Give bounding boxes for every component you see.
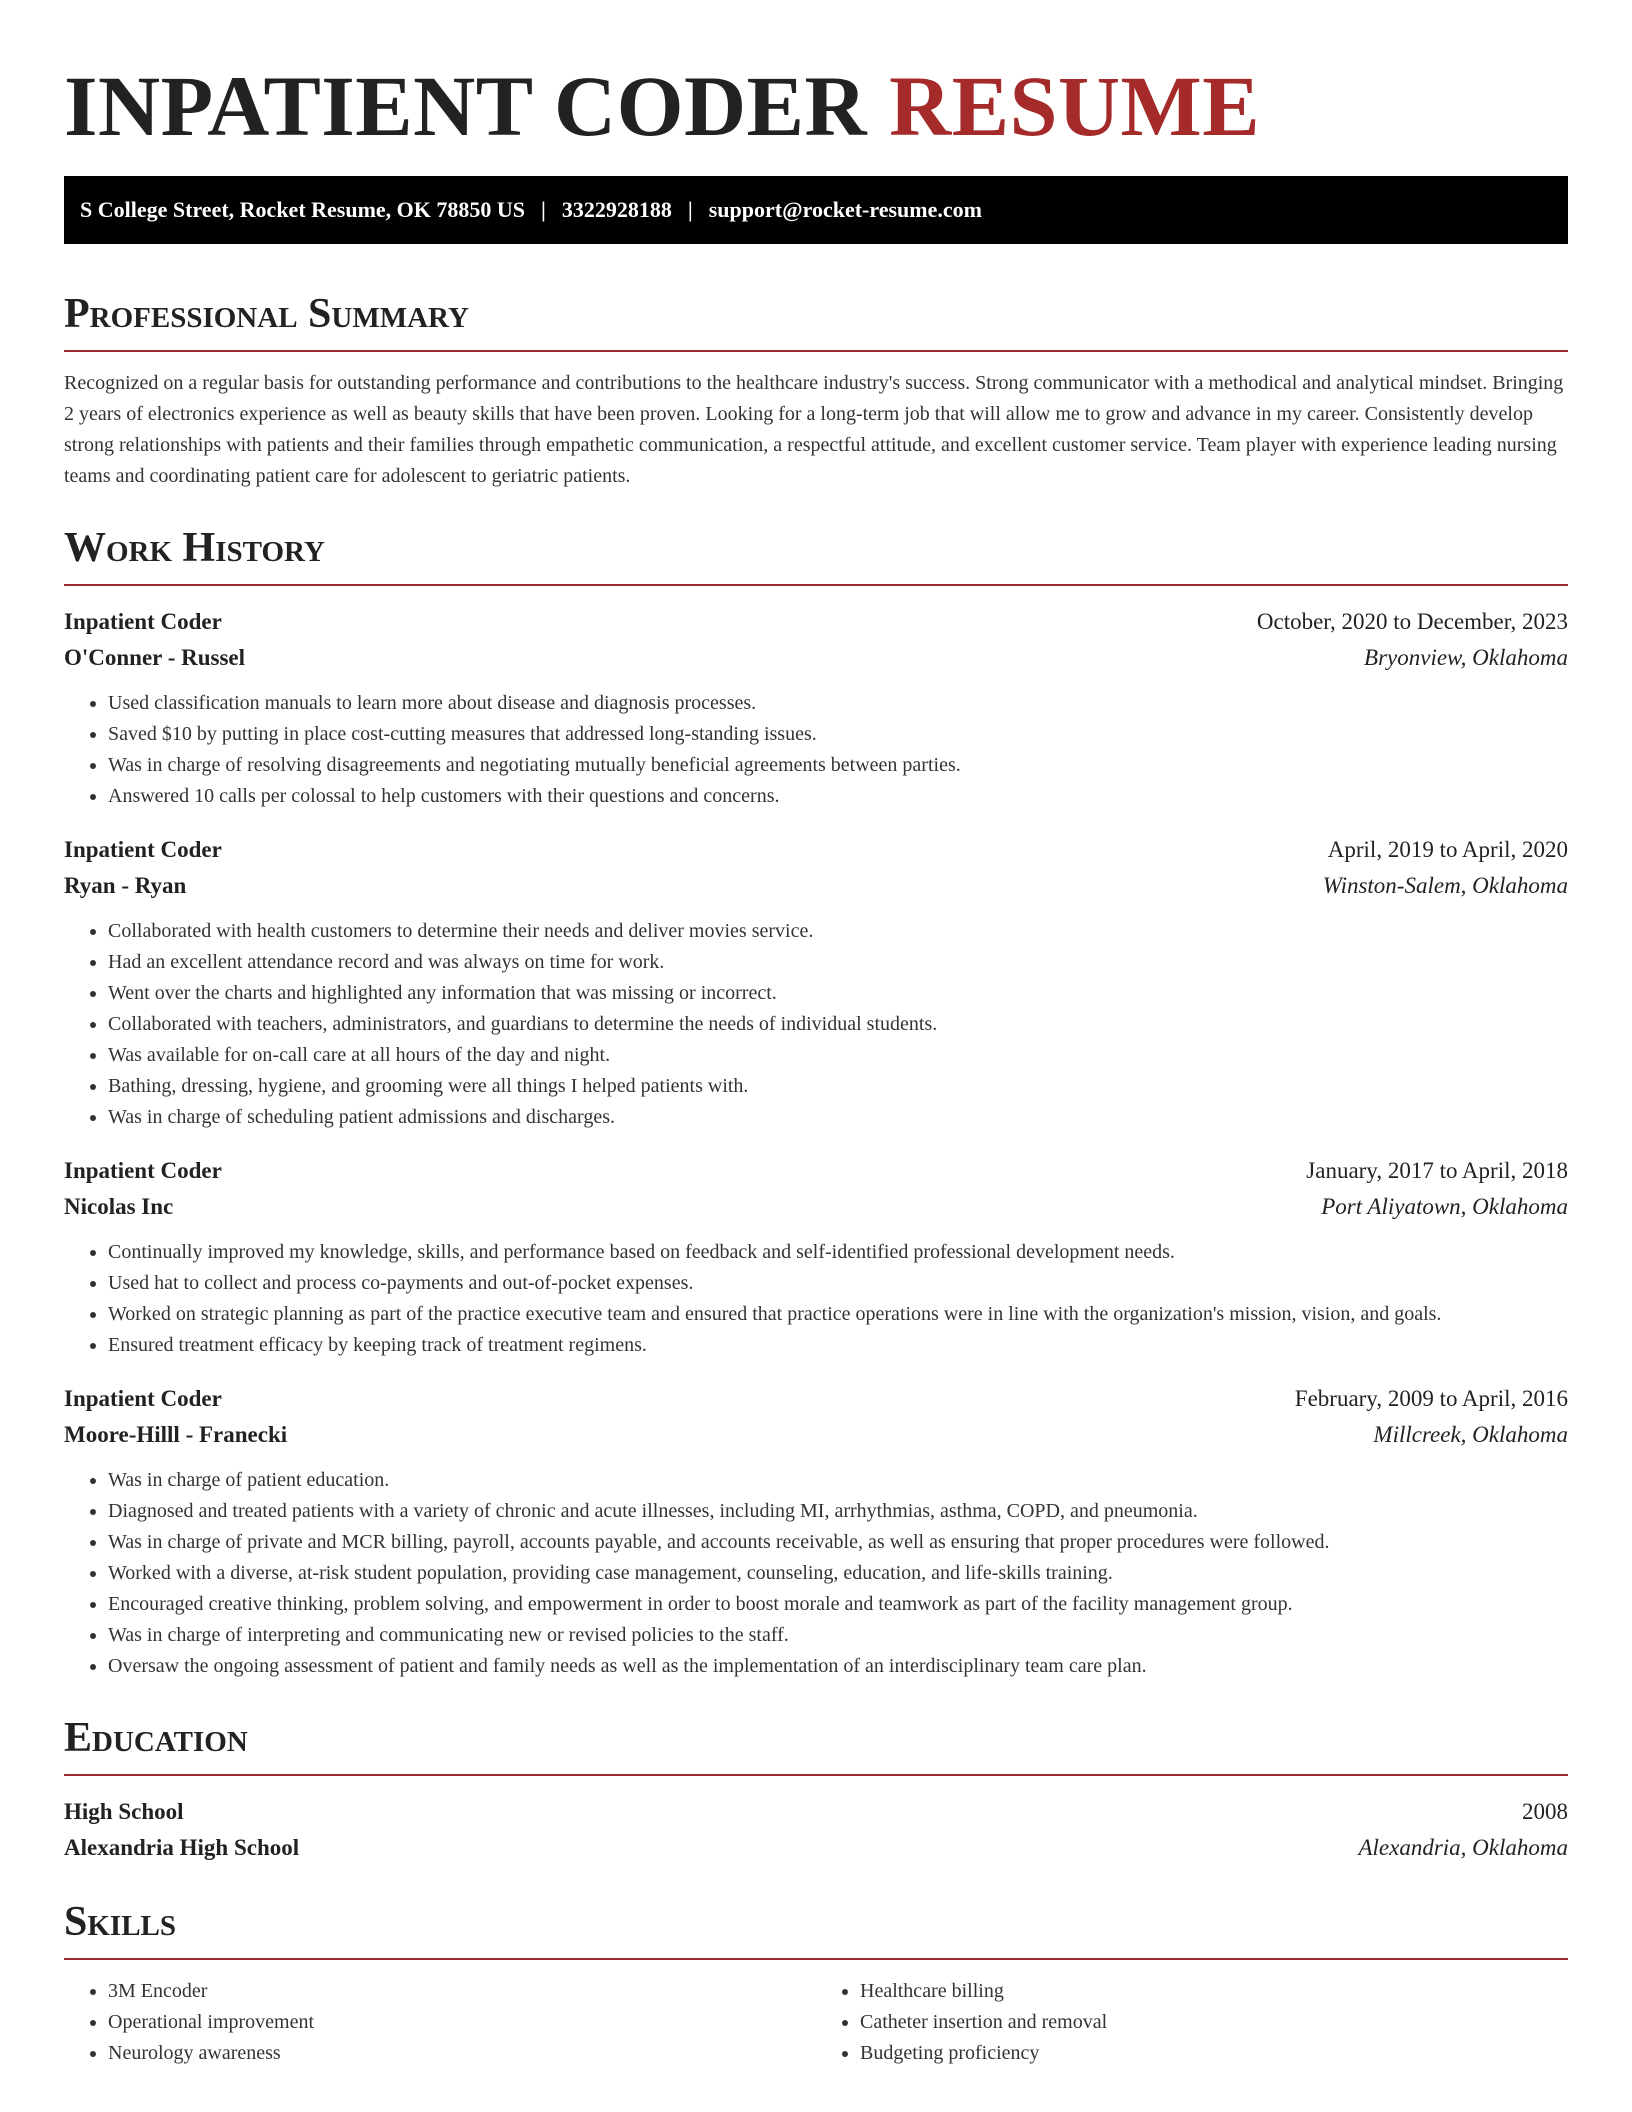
job-bullet: • Was in charge of private and MCR billing, payroll, accounts payable, and accounts receivable, as well as ensuring that proper procedures were followed.	[108, 1527, 1568, 1558]
job-bullet: • Used classification manuals to learn more about disease and diagnosis processes.	[108, 688, 1568, 719]
job-bullet: • Bathing, dressing, hygiene, and grooming were all things I helped patients with.	[108, 1071, 1568, 1102]
job-bullet: • Was in charge of scheduling patient admissions and discharges.	[108, 1102, 1568, 1133]
job-entry	[64, 832, 1568, 1133]
section-divider	[64, 350, 1568, 352]
job-bullets	[64, 688, 1568, 812]
section-divider	[64, 584, 1568, 586]
job-bullet: • Worked with a diverse, at-risk student population, providing case management, counseling, education, and life-skills training.	[108, 1558, 1568, 1589]
job-title: Inpatient Coder	[64, 609, 222, 634]
job-entry	[64, 1381, 1568, 1682]
skill-item: • Budgeting proficiency	[860, 2038, 1568, 2069]
skills-column-left	[64, 1976, 816, 2069]
job-bullet: • Collaborated with health customers to determine their needs and deliver movies service.	[108, 916, 1568, 947]
job-dates: October, 2020 to December, 2023	[1256, 609, 1568, 634]
section-heading-summary: Professional Summary	[64, 291, 469, 337]
summary-text: Recognized on a regular basis for outstanding performance and contributions to the healthcare industry's success. Strong communicator with a methodical and analytical mindset. Bringing 2 years of electronics experience as well as beauty skills that have been proven. Looking for a long-term job that will allow me to grow and advance in my career. Consistently develop strong relationships with patients and their families through empathetic communication, a respectful attitude, and excellent customer service. Team player with experience leading nursing teams and coordinating patient care for adolescent to geriatric patients.	[64, 372, 1564, 487]
job-bullet: • Saved $10 by putting in place cost-cutting measures that addressed long-standing issues.	[108, 719, 1568, 750]
skill-item: • Operational improvement	[108, 2007, 816, 2038]
job-entry	[64, 604, 1568, 812]
job-bullet: • Was in charge of interpreting and communicating new or revised policies to the staff.	[108, 1620, 1568, 1651]
job-company: Ryan - Ryan	[64, 873, 187, 898]
job-bullets	[64, 916, 1568, 1133]
job-bullet: • Encouraged creative thinking, problem solving, and empowerment in order to boost morale and teamwork as part of the facility management group.	[108, 1589, 1568, 1620]
contact-address: S College Street, Rocket Resume, OK 78850 US	[80, 197, 526, 222]
job-bullet: • Was in charge of resolving disagreements and negotiating mutually beneficial agreements between parties.	[108, 750, 1568, 781]
job-location: Winston-Salem, Oklahoma	[1322, 873, 1568, 898]
skill-item: • Healthcare billing	[860, 1976, 1568, 2007]
contact-bar	[64, 176, 1568, 244]
job-bullet: • Answered 10 calls per colossal to help customers with their questions and concerns.	[108, 781, 1568, 812]
education-year: 2008	[1522, 1799, 1568, 1824]
job-entry	[64, 1153, 1568, 1361]
section-divider	[64, 1958, 1568, 1960]
skill-item: • 3M Encoder	[108, 1976, 816, 2007]
job-bullets	[64, 1465, 1568, 1682]
skills-column-right	[816, 1976, 1568, 2069]
resume-title	[64, 56, 1568, 156]
job-bullet: • Had an excellent attendance record and was always on time for work.	[108, 947, 1568, 978]
job-bullet: • Used hat to collect and process co-payments and out-of-pocket expenses.	[108, 1268, 1568, 1299]
job-bullet: • Was available for on-call care at all hours of the day and night.	[108, 1040, 1568, 1071]
education-school: Alexandria High School	[64, 1835, 300, 1860]
job-location: Port Aliyatown, Oklahoma	[1321, 1194, 1568, 1219]
job-title: Inpatient Coder	[64, 837, 222, 862]
job-bullet: • Oversaw the ongoing assessment of patient and family needs as well as the implementation of an interdisciplinary team care plan.	[108, 1651, 1568, 1682]
job-dates: February, 2009 to April, 2016	[1294, 1386, 1568, 1411]
job-bullet: • Ensured treatment efficacy by keeping track of treatment regimens.	[108, 1330, 1568, 1361]
job-location: Millcreek, Oklahoma	[1373, 1422, 1568, 1447]
section-heading-education: Education	[64, 1715, 248, 1761]
job-company: Nicolas Inc	[64, 1194, 174, 1219]
education-section	[64, 1712, 1568, 1866]
job-location: Bryonview, Oklahoma	[1364, 645, 1568, 670]
title-accent: RESUME	[889, 58, 1261, 154]
work-history-section	[64, 522, 1568, 1682]
job-title: Inpatient Coder	[64, 1158, 222, 1183]
job-title: Inpatient Coder	[64, 1386, 222, 1411]
job-bullet: • Collaborated with teachers, administrators, and guardians to determine the needs of individual students.	[108, 1009, 1568, 1040]
skills-section	[64, 1896, 1568, 2069]
job-dates: January, 2017 to April, 2018	[1306, 1158, 1568, 1183]
contact-separator: |	[687, 197, 693, 222]
contact-email[interactable]: support@rocket-resume.com	[708, 197, 982, 222]
job-bullet: • Went over the charts and highlighted any information that was missing or incorrect.	[108, 978, 1568, 1009]
section-heading-work-history: Work History	[64, 525, 325, 571]
job-bullet: • Was in charge of patient education.	[108, 1465, 1568, 1496]
job-company: Moore-Hilll - Franecki	[64, 1422, 288, 1447]
contact-separator: |	[541, 197, 546, 222]
job-bullet: • Worked on strategic planning as part of the practice executive team and ensured that practice operations were in line with the organization's mission, vision, and goals.	[108, 1299, 1568, 1330]
job-bullet: • Continually improved my knowledge, skills, and performance based on feedback and self-identified professional development needs.	[108, 1237, 1568, 1268]
skill-item: • Neurology awareness	[108, 2038, 816, 2069]
skill-item: • Catheter insertion and removal	[860, 2007, 1568, 2038]
skills-list	[64, 1976, 1568, 2069]
job-dates: April, 2019 to April, 2020	[1327, 837, 1568, 862]
education-entry	[64, 1794, 1568, 1866]
section-divider	[64, 1774, 1568, 1776]
title-main: INPATIENT CODER	[64, 58, 868, 154]
section-heading-skills: Skills	[64, 1899, 177, 1945]
education-location: Alexandria, Oklahoma	[1358, 1835, 1568, 1860]
job-bullets	[64, 1237, 1568, 1361]
summary-section	[64, 288, 1568, 492]
education-degree: High School	[64, 1799, 184, 1824]
job-company: O'Conner - Russel	[64, 645, 246, 670]
contact-phone[interactable]: 3322928188	[561, 197, 672, 222]
job-bullet: • Diagnosed and treated patients with a variety of chronic and acute illnesses, including MI, arrhythmias, asthma, COPD, and pneumonia.	[108, 1496, 1568, 1527]
